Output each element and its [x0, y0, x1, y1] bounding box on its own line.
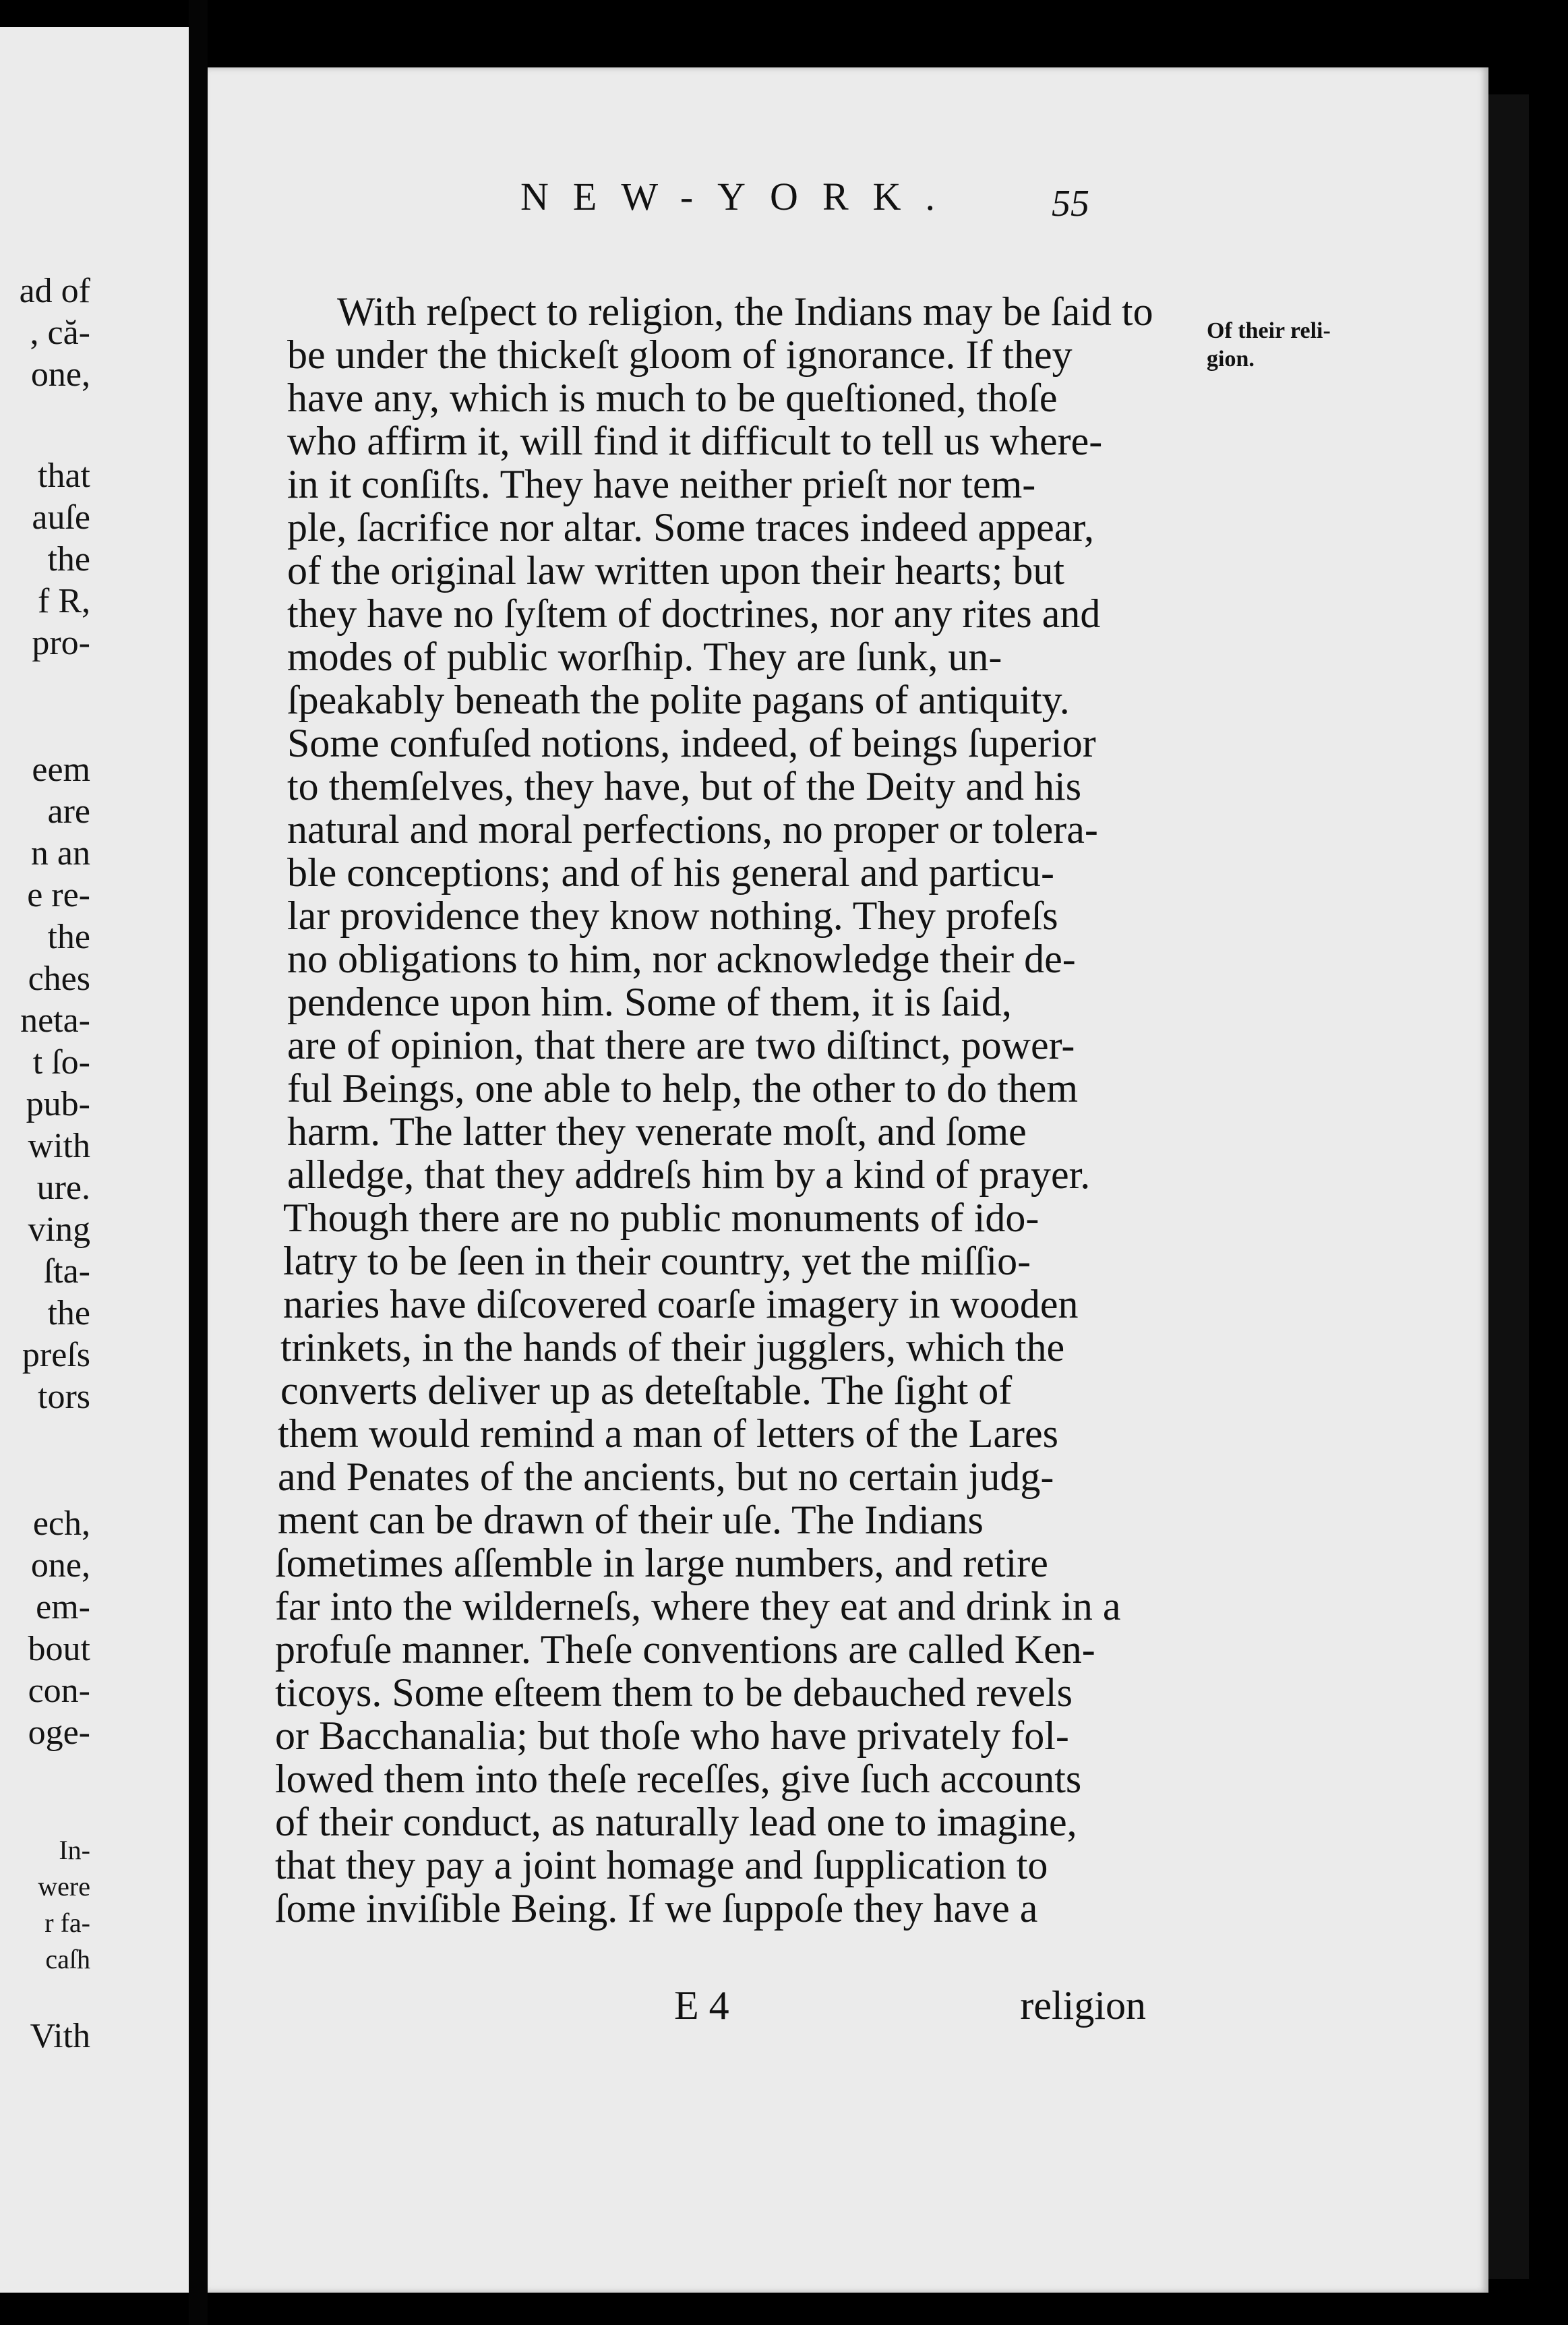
page-number: 55	[1052, 183, 1089, 225]
text-line: and Penates of the ancients, but no certain judg-	[278, 1454, 1054, 1499]
text-line: of the original law written upon their hearts; but	[287, 548, 1065, 593]
text-line: alledge, that they addreſs him by a kind of prayer.	[287, 1152, 1091, 1197]
text-line: who affirm it, will find it difficult to tell us where-	[287, 419, 1103, 463]
text-line: no obligations to him, nor acknowledge their de-	[287, 937, 1076, 981]
prev-line-fragment: ſta-	[43, 1252, 90, 1291]
text-line: have any, which is much to be queſtioned, thoſe	[287, 376, 1058, 420]
prev-line-fragment: ure.	[36, 1169, 90, 1207]
prev-line-fragment: were	[38, 1871, 90, 1902]
prev-line-fragment: that	[38, 457, 90, 495]
prev-line-fragment: f R,	[38, 582, 90, 620]
text-line: ſpeakably beneath the polite pagans of antiquity.	[287, 678, 1070, 722]
prev-line-fragment: eem	[32, 751, 90, 789]
previous-page-fragment	[0, 27, 189, 2293]
text-line: With reſpect to religion, the Indians may be ſaid to	[337, 289, 1153, 334]
prev-line-fragment: con-	[28, 1672, 90, 1710]
prev-line-fragment: caſh	[45, 1944, 90, 1974]
text-line: lar providence they know nothing. They profeſs	[287, 893, 1058, 938]
prev-line-fragment: e re-	[27, 876, 90, 914]
text-line: ble conceptions; and of his general and particu-	[287, 850, 1054, 895]
text-line: are of opinion, that there are two diſtinct, power-	[287, 1023, 1075, 1067]
marginal-note-line: Of their reli-	[1207, 318, 1331, 343]
text-line: that they pay a joint homage and ſupplication to	[275, 1843, 1048, 1887]
prev-line-fragment: pub-	[26, 1085, 90, 1123]
text-line: modes of public worſhip. They are ſunk, un-	[287, 635, 1002, 679]
page-edge-shadow	[1488, 94, 1529, 2279]
text-line: ticoys. Some eſteem them to be debauched revels	[275, 1670, 1073, 1715]
text-line: be under the thickeſt gloom of ignorance. If they	[287, 332, 1073, 377]
prev-line-fragment: ving	[28, 1210, 90, 1249]
text-line: ſome inviſible Being. If we ſuppoſe they have a	[275, 1886, 1038, 1931]
text-line: harm. The latter they venerate moſt, and ſome	[287, 1109, 1027, 1154]
prev-line-fragment: the	[47, 540, 90, 579]
prev-line-fragment: the	[47, 918, 90, 956]
prev-line-fragment: oge-	[28, 1713, 90, 1752]
prev-line-fragment: are	[47, 792, 90, 831]
prev-line-fragment: bout	[28, 1630, 90, 1668]
page-footer	[661, 1982, 1186, 2036]
prev-line-fragment: Vith	[30, 2017, 90, 2055]
prev-line-fragment: em-	[36, 1588, 90, 1626]
prev-line-fragment: , că-	[30, 314, 90, 352]
text-line: in it conſiſts. They have neither prieſt nor tem-	[287, 462, 1036, 506]
text-line: or Bacchanalia; but thoſe who have privately fol-	[275, 1713, 1069, 1758]
prev-line-fragment: pro-	[32, 624, 90, 662]
prev-line-fragment: ches	[28, 960, 90, 998]
text-line: ple, ſacrifice nor altar. Some traces indeed appear,	[287, 505, 1095, 550]
catchword: religion	[1020, 1983, 1146, 2028]
text-line: lowed them into theſe receſſes, give ſuch accounts	[275, 1757, 1082, 1801]
text-line: latry to be ſeen in their country, yet the miſſio-	[283, 1239, 1031, 1283]
prev-line-fragment: the	[47, 1294, 90, 1332]
running-title: NEW-YORK.	[520, 175, 960, 218]
text-line: of their conduct, as naturally lead one to imagine,	[275, 1800, 1077, 1844]
text-line: ment can be drawn of their uſe. The Indians	[278, 1498, 984, 1542]
marginal-note	[1207, 317, 1389, 374]
text-line: naries have diſcovered coarſe imagery in wooden	[283, 1282, 1079, 1326]
prev-line-fragment: n an	[30, 834, 90, 873]
text-line: converts deliver up as deteſtable. The ſight of	[280, 1368, 1013, 1413]
prev-line-fragment: ech,	[32, 1504, 90, 1543]
text-line: pendence upon him. Some of them, it is ſaid,	[287, 980, 1012, 1024]
prev-line-fragment: neta-	[20, 1001, 90, 1040]
prev-line-fragment: preſs	[22, 1336, 90, 1374]
prev-line-fragment: one,	[30, 355, 90, 394]
text-line: Though there are no public monuments of ido-	[283, 1196, 1039, 1240]
text-line: they have no ſyſtem of doctrines, nor any rites and	[287, 591, 1101, 636]
prev-line-fragment: r fa-	[44, 1908, 90, 1938]
text-line: profuſe manner. Theſe conventions are called Ken-	[275, 1627, 1095, 1672]
text-line: ful Beings, one able to help, the other to do them	[287, 1066, 1079, 1111]
page-header	[310, 174, 1254, 235]
prev-line-fragment: with	[28, 1127, 90, 1165]
signature-mark: E 4	[674, 1983, 729, 2028]
text-line: them would remind a man of letters of the Lares	[278, 1411, 1058, 1456]
marginal-note-line: gion.	[1207, 347, 1255, 372]
text-line: trinkets, in the hands of their jugglers, which the	[280, 1325, 1065, 1370]
text-line: to themſelves, they have, but of the Deity and his	[287, 764, 1082, 808]
prev-line-fragment: In-	[59, 1835, 90, 1865]
prev-line-fragment: ad of	[19, 272, 90, 310]
text-line: Some confuſed notions, indeed, of beings ſuperior	[287, 721, 1096, 765]
text-line: ſometimes aſſemble in large numbers, and retire	[275, 1541, 1048, 1585]
text-line: far into the wilderneſs, where they eat and drink in a	[275, 1584, 1121, 1628]
prev-line-fragment: auſe	[32, 498, 90, 537]
prev-line-fragment: tors	[38, 1378, 90, 1416]
text-line: natural and moral perfections, no proper or tolera-	[287, 807, 1098, 852]
book-gutter	[189, 0, 208, 2325]
prev-line-fragment: one,	[30, 1546, 90, 1585]
prev-line-fragment: t ſo-	[32, 1043, 90, 1082]
